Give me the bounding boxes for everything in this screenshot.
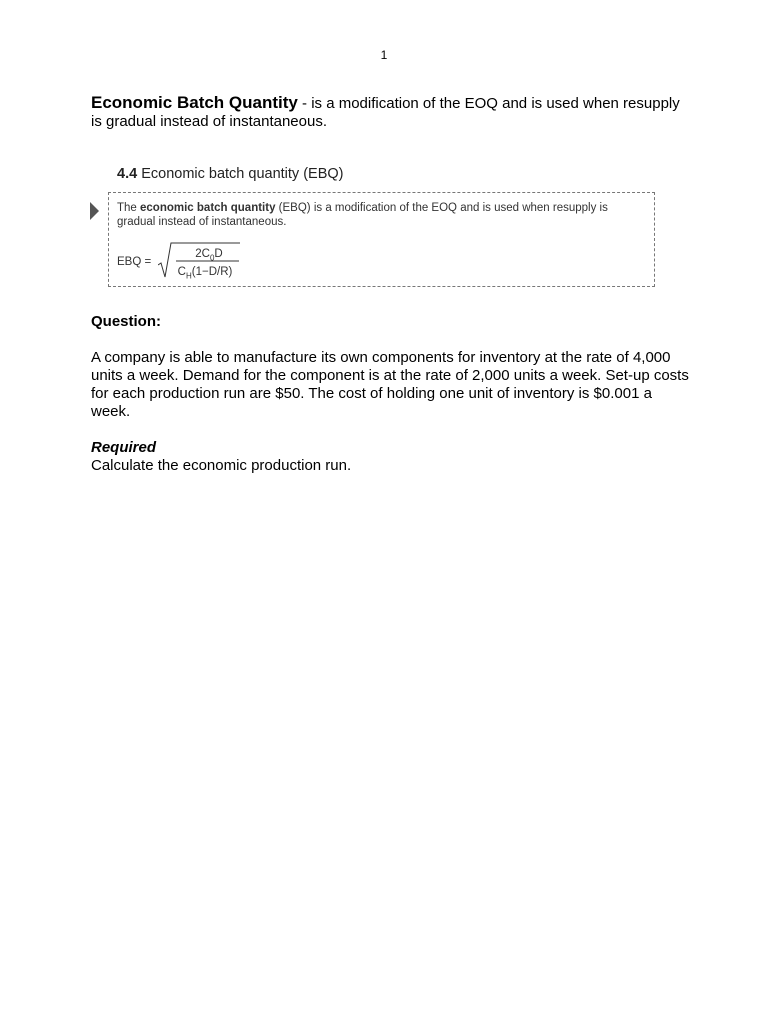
formula-lhs: EBQ = <box>117 256 152 268</box>
definition-box <box>108 192 655 287</box>
intro-paragraph <box>91 94 691 131</box>
definition-term: economic batch quantity <box>140 202 276 214</box>
intro-title: Economic Batch Quantity <box>91 93 298 112</box>
figure-heading <box>117 165 344 183</box>
numerator-subscript: 0 <box>209 253 215 263</box>
question-text: A company is able to manufacture its own components for inventory at the rate of 4,000 units a week. Demand for the component is at the rate of 2,000 units a week. Set-up costs for each production run are $50. The cost of holding one unit of inventory is $0.001 a week. <box>91 349 689 420</box>
required-text: Calculate the economic production run. <box>91 457 352 474</box>
question-label: Question: <box>91 313 161 330</box>
required-label: Required <box>91 439 157 456</box>
document-body <box>91 94 691 475</box>
page-number: 1 <box>380 48 388 62</box>
formula-denominator <box>169 263 241 285</box>
denominator-tail: (1−D/R) <box>191 266 233 278</box>
definition-suffix: (EBQ) is a modification of the EOQ and is used when resupply is gradual instead of instantaneous. <box>117 202 608 228</box>
arrow-marker-icon <box>90 202 99 220</box>
ebq-figure <box>108 165 655 295</box>
definition-text <box>117 201 647 229</box>
figure-heading-text: Economic batch quantity (EBQ) <box>141 166 344 182</box>
definition-prefix: The <box>117 202 141 214</box>
denominator-subscript: H <box>185 271 192 281</box>
numerator-main: 2C <box>195 248 210 260</box>
ebq-formula <box>117 241 317 281</box>
figure-section-number: 4.4 <box>117 166 138 182</box>
intro-text: - is a modification of the EOQ and is used when resupply is gradual instead of instantaneous. <box>91 95 680 130</box>
denominator-main: C <box>177 266 186 278</box>
numerator-tail: D <box>214 248 223 260</box>
